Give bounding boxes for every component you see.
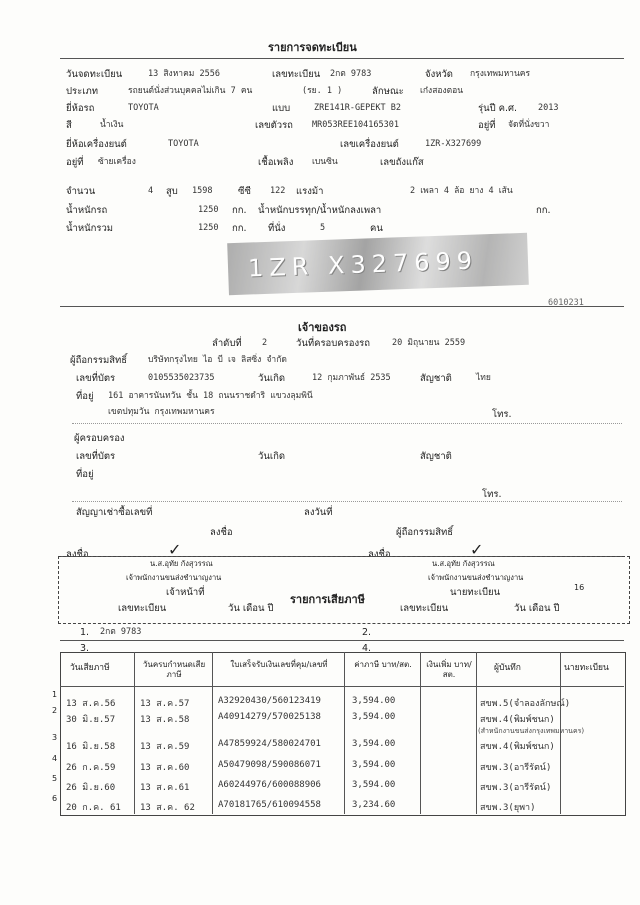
tax-reg-label: เลขทะเบียน	[118, 603, 167, 614]
divider	[60, 58, 624, 59]
engine-cc: 1598	[192, 186, 213, 196]
hp-label: แรงม้า	[296, 186, 324, 197]
color-label: สี	[66, 120, 72, 131]
table-row	[52, 754, 622, 775]
year-label: รุ่นปี ค.ศ.	[478, 103, 518, 114]
vehicle-style: เก๋งสองตอน	[420, 86, 464, 96]
tax-amount: 3,594.00	[352, 780, 396, 790]
receipt-number: A32920430/560123419	[218, 696, 321, 706]
load-label: น้ำหนักบรรทุก/น้ำหนักลงเพลา	[258, 205, 382, 216]
table-row	[52, 774, 622, 795]
row-number: 6	[52, 794, 58, 803]
chassis-number: MR053REE104165301	[312, 120, 399, 130]
weight-label: น้ำหนักรถ	[66, 205, 108, 216]
row-number: 1	[52, 690, 58, 699]
tax-amount: 3,594.00	[352, 696, 396, 706]
registrar-label: นายทะเบียน	[450, 587, 501, 598]
addr3-label: ที่อยู่	[76, 469, 94, 480]
style-label: ลักษณะ	[372, 86, 404, 97]
gross-weight: 1250	[198, 223, 219, 233]
registration-title: รายการจดทะเบียน	[268, 41, 357, 54]
address-line-1: 161 อาคารนันทวัน ชั้น 18 ถนนราชดำริ แขวงลุมพินี	[108, 391, 313, 401]
horsepower: 122	[270, 186, 286, 196]
reg-no: 2กต 9783	[330, 69, 372, 79]
col-header: ค่าภาษี บาท/สต.	[354, 660, 412, 669]
row-number: 5	[52, 774, 58, 783]
paid-date: 26 ก.ค.59	[66, 763, 116, 773]
year: 2013	[538, 103, 559, 113]
divider	[60, 306, 624, 307]
officer-position: เจ้าพนักงานขนส่งชำนาญงาน	[126, 573, 222, 582]
reg-date-label: วันจดทะเบียน	[66, 69, 123, 80]
engine-location: ซ้ายเครื่อง	[98, 157, 136, 167]
engine-rubbing-stamp	[227, 233, 529, 295]
type-label: ประเภท	[66, 86, 99, 97]
engine-brand-label: ยี่ห้อเครื่องยนต์	[66, 139, 127, 150]
tax-date-label: วัน เดือน ปี	[228, 603, 274, 614]
sign-label: ลงชื่อ	[66, 549, 89, 560]
paid-date: 16 มิ.ย.58	[66, 742, 116, 752]
due-date: 13 ส.ค.58	[140, 715, 190, 725]
color: น้ำเงิน	[100, 120, 124, 130]
brand-label: ยี่ห้อรถ	[66, 103, 95, 114]
tax-amount: 3,594.00	[352, 712, 396, 722]
due-date: 13 ส.ค.61	[140, 783, 190, 793]
vehicle-type: รถยนต์นั่งส่วนบุคคลไม่เกิน 7 คน	[128, 86, 253, 96]
qty-label: จำนวน	[66, 186, 96, 197]
partial-number: 6010231	[548, 298, 584, 308]
recorder: สขพ.4(พิมพ์ชนก)	[480, 715, 555, 725]
chassis-location: จัดที่นั่งขวา	[508, 120, 550, 130]
id-label: เลขที่บัตร	[76, 373, 116, 384]
dob: 12 กุมภาพันธ์ 2535	[312, 373, 391, 383]
person-unit: คน	[370, 223, 383, 234]
engine-number: 1ZR-X327699	[425, 139, 482, 149]
nat-label: สัญชาติ	[420, 373, 452, 384]
seq: 2	[262, 338, 268, 348]
dotted-line	[72, 423, 622, 424]
divider	[60, 640, 624, 641]
recorder: สขพ.5(จำลองลักษณ์)	[480, 699, 571, 709]
possess-date-label: วันที่ครอบครองรถ	[296, 338, 370, 349]
row-number: 3	[52, 733, 58, 742]
province: กรุงเทพมหานคร	[470, 69, 531, 79]
kg-unit: กก.	[232, 223, 247, 234]
due-date: 13 ส.ค.57	[140, 699, 190, 709]
paid-date: 13 ส.ค.56	[66, 699, 116, 709]
reg-no-label: เลขทะเบียน	[272, 69, 321, 80]
stamp-text: 1ZR X327699	[247, 246, 479, 283]
table-row	[52, 733, 622, 754]
entry-4-num: 4.	[362, 643, 372, 654]
holder-label: ผู้ถือกรรมสิทธิ์	[70, 355, 128, 366]
dob2-label: วันเกิด	[258, 451, 285, 462]
registrar-position: เจ้าพนักงานขนส่งชำนาญงาน	[428, 573, 524, 582]
tax-amount: 3,594.00	[352, 760, 396, 770]
row-number: 2	[52, 706, 58, 715]
paid-date: 26 มิ.ย.60	[66, 783, 116, 793]
seq-label: ลำดับที่	[212, 338, 242, 349]
recorder: สขพ.3(อารีรัตน์)	[480, 783, 552, 793]
recorder: สขพ.3(ยุพา)	[480, 803, 536, 813]
tax-date-label-2: วัน เดือน ปี	[514, 603, 560, 614]
weight: 1250	[198, 205, 219, 215]
kg-unit: กก.	[232, 205, 247, 216]
engine-brand: TOYOTA	[168, 139, 199, 149]
tel-label: โทร.	[492, 409, 512, 420]
id-number: 0105535023735	[148, 373, 215, 383]
receipt-number: A60244976/600088906	[218, 780, 321, 790]
entry-2-num: 2.	[362, 627, 372, 638]
seat-label: ที่นั่ง	[268, 223, 286, 234]
chassis-loc-label: อยู่ที่	[478, 120, 496, 131]
tax-title: รายการเสียภาษี	[290, 593, 365, 606]
holder-name: บริษัทกรุงไทย ไอ บี เจ ลิสซิ่ง จำกัด	[148, 355, 287, 365]
receipt-number: A70181765/610094558	[218, 800, 321, 810]
kg-unit: กก.	[536, 205, 551, 216]
signature-mark: ✓	[168, 540, 182, 559]
col-header: เงินเพิ่ม บาท/สต.	[426, 660, 472, 679]
due-date: 13 ส.ค.59	[140, 742, 190, 752]
sign-label: ลงชื่อ	[210, 527, 233, 538]
cc-label: ซีซี	[238, 186, 251, 197]
col-header: วันเสียภาษี	[70, 663, 110, 673]
col-header: ผู้บันทึก	[494, 663, 521, 673]
recorder: สขพ.3(อารีรัตน์)	[480, 763, 552, 773]
row-number: 4	[52, 754, 58, 763]
engine-no-label: เลขเครื่องยนต์	[340, 139, 399, 150]
col-header: นายทะเบียน	[564, 663, 609, 673]
paid-date: 20 ก.ค. 61	[66, 803, 121, 813]
reg-date: 13 สิงหาคม 2556	[148, 69, 220, 79]
address-line-2: เขตปทุมวัน กรุงเทพมหานคร	[108, 407, 215, 417]
receipt-number: A50479098/590086071	[218, 760, 321, 770]
possess-date: 20 มิถุนายน 2559	[392, 338, 466, 348]
chassis-label: เลขตัวรถ	[255, 120, 293, 131]
table-row	[52, 794, 622, 815]
model: ZRE141R-GEPEKT B2	[314, 103, 401, 113]
officer-label: เจ้าหน้าที่	[166, 587, 205, 598]
dotted-line	[72, 501, 622, 502]
model-label: แบบ	[272, 103, 291, 114]
owner-title: เจ้าของรถ	[298, 321, 347, 334]
brand: TOYOTA	[128, 103, 159, 113]
seats: 5	[320, 223, 326, 233]
nationality: ไทย	[476, 373, 491, 383]
axle-info: 2 เพลา 4 ล้อ ยาง 4 เส้น	[410, 186, 513, 196]
receipt-number: A40914279/570025138	[218, 712, 321, 722]
entry-1-value: 2กต 9783	[100, 627, 142, 637]
contract-label: สัญญาเช่าซื้อเลขที่	[76, 507, 153, 518]
tel2-label: โทร.	[482, 489, 502, 500]
entry-1-num: 1.	[80, 627, 90, 638]
addr-label: ที่อยู่	[76, 391, 94, 402]
recorder: สขพ.4(พิมพ์ชนก)	[480, 742, 555, 752]
engine-loc-label: อยู่ที่	[66, 157, 84, 168]
gross-label: น้ำหนักรวม	[66, 223, 114, 234]
entry-3-num: 3.	[80, 643, 90, 654]
col-header: ใบเสร็จรับเงินเลขที่คุม/เลขที่	[230, 660, 328, 669]
paid-date: 30 มิ.ย.57	[66, 715, 116, 725]
id2-label: เลขที่บัตร	[76, 451, 116, 462]
office-note: (สำหนักงานขนส่งกรุงเทพมหานคร)	[478, 727, 585, 735]
officer-name: น.ส.อุทัย กังสุวรรณ	[150, 559, 213, 568]
table-row	[52, 706, 622, 727]
due-date: 13 ส.ค.60	[140, 763, 190, 773]
table-header-divider	[60, 686, 624, 687]
type-code: (รย. 1 )	[302, 86, 343, 96]
fuel: เบนซิน	[312, 157, 338, 167]
due-date: 13 ส.ค. 62	[140, 803, 195, 813]
possessor-label: ผู้ครอบครอง	[74, 433, 125, 444]
sign-label: ลงชื่อ	[368, 549, 391, 560]
nat2-label: สัญชาติ	[420, 451, 452, 462]
tax-reg-label-2: เลขทะเบียน	[400, 603, 449, 614]
receipt-number: A47859924/580024701	[218, 739, 321, 749]
page-number: 16	[574, 583, 585, 592]
signature-mark: ✓	[470, 540, 484, 559]
contract-date-label: ลงวันที่	[304, 507, 333, 518]
col-header: วันครบกำหนดเสียภาษี	[142, 660, 206, 679]
tank-label: เลขถังแก๊ส	[380, 157, 424, 168]
province-label: จังหวัด	[425, 69, 453, 80]
qty: 4	[148, 186, 154, 196]
tax-amount: 3,594.00	[352, 739, 396, 749]
dob-label: วันเกิด	[258, 373, 285, 384]
registrar-name: น.ส.อุทัย กังสุวรรณ	[432, 559, 495, 568]
tax-amount: 3,234.60	[352, 800, 396, 810]
holder-sign-label: ผู้ถือกรรมสิทธิ์	[396, 527, 454, 538]
cyl-label: สูบ	[166, 186, 178, 197]
fuel-label: เชื้อเพลิง	[258, 157, 294, 168]
